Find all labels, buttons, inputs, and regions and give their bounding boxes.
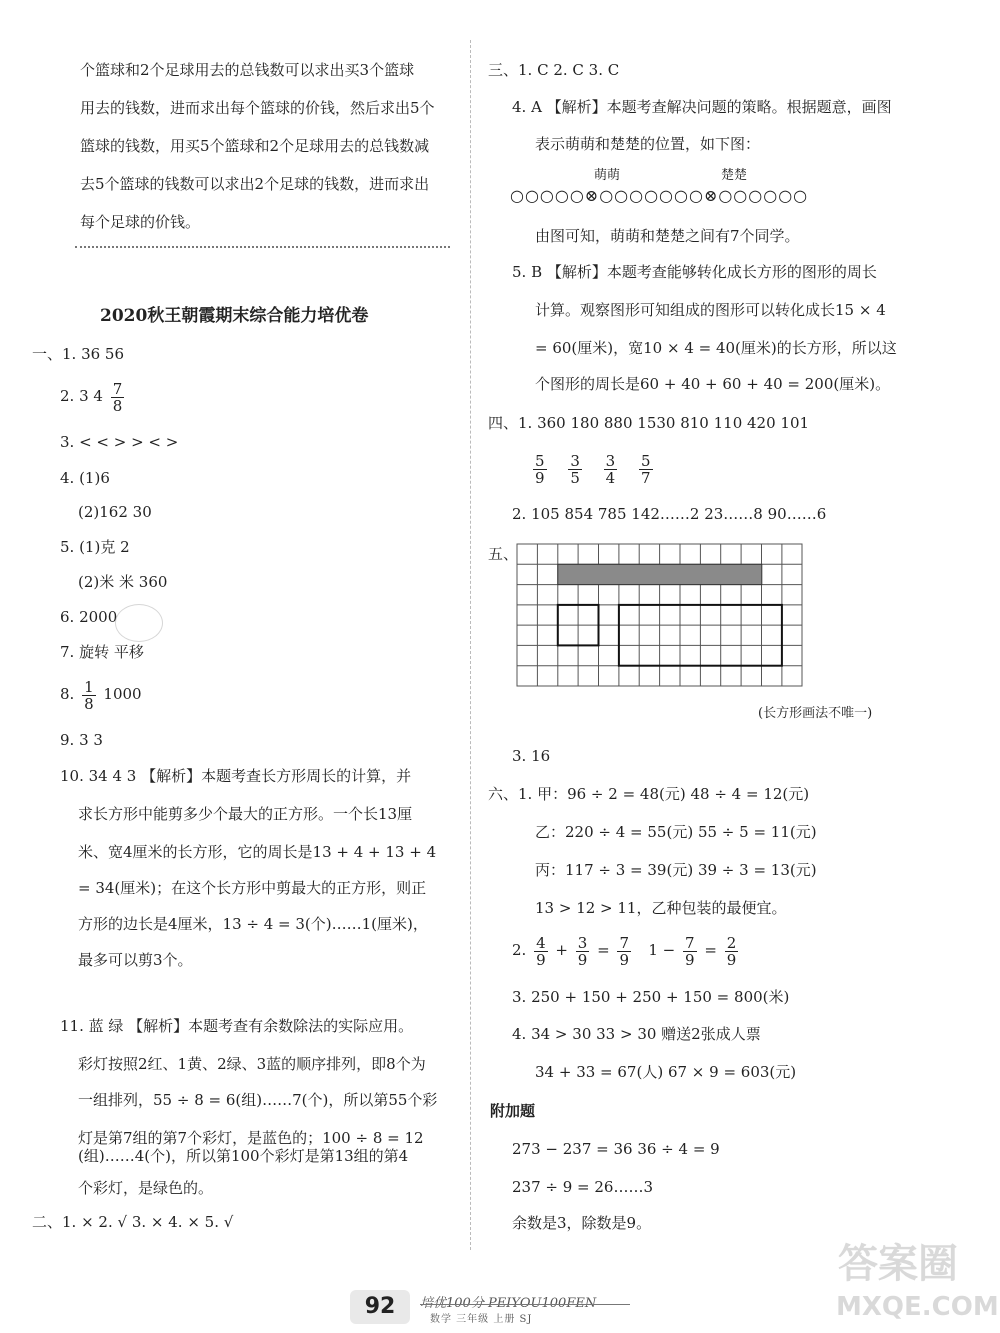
answer-3-4-l1: 4. A 【解析】本题考查解决问题的策略。根据题意，画图 [512, 98, 892, 116]
extra-title: 附加题 [490, 1102, 536, 1120]
answer-3-5-l1: 5. B 【解析】本题考查能够转化成长方形的图形的周长 [512, 263, 877, 281]
answer-1-11-l4: 灯是第7组的第7个彩灯，是蓝色的；100 ÷ 8 = 12 [78, 1129, 424, 1147]
fraction: $\frac{3}{9}$ [577, 933, 588, 969]
answer-1-10-l5: 方形的边长是4厘米，13 ÷ 4 = 3(个)……1(厘米)， [78, 915, 428, 933]
answer-1-11-l2: 彩灯按照2红、1黄、2绿、3蓝的顺序排列，即8个为 [78, 1055, 426, 1073]
dotted-divider [75, 246, 450, 248]
answer-1-2: 2. 3 4 $\frac{7}{8}$ [60, 379, 123, 415]
answer-4-1: 四、1. 360 180 880 1530 810 110 420 101 [488, 414, 810, 432]
footer-subtitle: 数学 三年级 上册 SJ [430, 1314, 533, 1325]
answer-2: 二、1. × 2. √ 3. × 4. × 5. √ [32, 1213, 234, 1231]
answer-1-11-l6: 个彩灯，是绿色的。 [78, 1179, 214, 1197]
fraction: $\frac{7}{9}$ [685, 933, 695, 969]
intro-line-1: 个篮球和2个足球用去的总钱数可以求出买3个篮球 [80, 61, 415, 79]
answer-5-3: 3. 16 [512, 747, 551, 765]
answer-4-1-fractions [530, 448, 656, 488]
answer-1-10-l6: 最多可以剪3个。 [78, 951, 193, 969]
answer-3-5-l4: 个图形的周长是60 + 40 + 60 + 40 = 200(厘米)。 [535, 375, 891, 393]
fraction: $\frac{7}{8}$ [112, 379, 123, 415]
grid-figure [516, 543, 806, 695]
answer-1-10-l4: = 34(厘米)；在这个长方形中剪最大的正方形，则正 [78, 879, 427, 897]
answer-1-1: 一、1. 36 56 [32, 345, 125, 363]
answer-5-label: 五、 [488, 545, 519, 563]
answer-1-11-l3: 一组排列，55 ÷ 8 = 6(组)……7(个)，所以第55个彩 [78, 1091, 438, 1109]
answer-1-7: 7. 旋转 平移 [60, 643, 144, 661]
fraction: $\frac{3}{4}$ [605, 451, 616, 487]
answer-1-10-l1: 10. 34 4 3 【解析】本题考查长方形周长的计算，并 [60, 767, 412, 785]
answer-6-4b: 34 + 33 = 67(人) 67 × 9 = 603(元) [535, 1063, 797, 1081]
fraction: $\frac{1}{8}$ [84, 677, 94, 713]
intro-line-3: 篮球的钱数，用买5个篮球和2个足球用去的总钱数减 [80, 137, 430, 155]
watermark-logo: 答案圈 MXQE.COM [836, 1241, 999, 1322]
answer-1-3: 3. < < > > < > [60, 433, 179, 451]
answer-6-1-l3: 丙：117 ÷ 3 = 39(元) 39 ÷ 3 = 13(元) [535, 861, 817, 879]
answer-6-1-l1: 六、1. 甲：96 ÷ 2 = 48(元) 48 ÷ 4 = 12(元) [488, 785, 810, 803]
answer-3-5-l2: 计算。观察图形可知组成的图形可以转化成长15 × 4 [535, 301, 886, 319]
answer-1-4b: (2)162 30 [78, 503, 152, 521]
fraction: $\frac{5}{7}$ [640, 451, 651, 487]
answer-6-1-l4: 13 > 12 > 11，乙种包装的最便宜。 [535, 899, 787, 917]
answer-6-2: 2. $\frac{4}{9}$ + $\frac{3}{9}$ = $\frac{7}{9}$ 1 − $\frac{7}{9}$ = $\frac{2}{9}$ [512, 933, 737, 969]
column-separator [470, 40, 471, 1250]
label-chuchu: 楚楚 [721, 168, 748, 183]
shaded-strip [558, 564, 762, 584]
answer-1-10-l3: 米、宽4厘米的长方形，它的周长是13 + 4 + 13 + 4 [78, 843, 437, 861]
answer-3-5-l3: = 60(厘米)，宽10 × 4 = 40(厘米)的长方形，所以这 [535, 339, 897, 357]
answer-4-2: 2. 105 854 785 142……2 23……8 90……6 [512, 505, 827, 523]
intro-line-5: 每个足球的价钱。 [80, 213, 201, 231]
answer-6-3: 3. 250 + 150 + 250 + 150 = 800(米) [512, 988, 790, 1006]
answer-1-9: 9. 3 3 [60, 731, 103, 749]
label-mengmeng: 萌萌 [594, 168, 621, 183]
answer-1-6: 6. 2000 [60, 608, 118, 626]
extra-line-2: 237 ÷ 9 = 26……3 [512, 1178, 654, 1196]
grid-svg [516, 543, 806, 691]
answer-1-11-l1: 11. 蓝 绿 【解析】本题考查有余数除法的实际应用。 [60, 1017, 414, 1035]
fraction: $\frac{7}{9}$ [619, 933, 630, 969]
section-title: 2020秋王朝霞期末综合能力培优卷 [100, 306, 369, 326]
answer-1-5a: 5. (1)克 2 [60, 538, 130, 556]
intro-line-4: 去5个篮球的钱数可以求出2个足球的钱数，进而求出 [80, 175, 430, 193]
brand-name: 培优100分 PEIYOU100FEN [420, 1296, 597, 1311]
extra-line-3: 余数是3，除数是9。 [512, 1214, 652, 1232]
answer-5-note: (长方形画法不唯一) [758, 706, 873, 721]
answer-1-10-l2: 求长方形中能剪多少个最大的正方形。一个长13厘 [78, 805, 413, 823]
answer-1-4a: 4. (1)6 [60, 469, 110, 487]
answer-1-11-l5: (组)……4(个)，所以第100个彩灯是第13组的第4 [78, 1147, 409, 1165]
answer-6-4a: 4. 34 > 30 33 > 30 赠送2张成人票 [512, 1025, 761, 1043]
answer-1-8: 8. $\frac{1}{8}$ 1000 [60, 677, 142, 713]
intro-line-2: 用去的钱数，进而求出每个篮球的价钱，然后求出5个 [80, 99, 435, 117]
stamp-icon [115, 604, 163, 642]
answer-1-5b: (2)米 米 360 [78, 573, 168, 591]
footer-rule [420, 1304, 630, 1305]
students-circles-row: ○○○○○⊗○○○○○○○⊗○○○○○○ [510, 186, 809, 205]
answer-3-4-l2: 表示萌萌和楚楚的位置，如下图： [535, 135, 761, 153]
page-number: 92 [350, 1290, 410, 1324]
answer-6-1-l2: 乙：220 ÷ 4 = 55(元) 55 ÷ 5 = 11(元) [535, 823, 817, 841]
fraction: $\frac{3}{5}$ [570, 451, 580, 487]
page-footer [330, 1290, 750, 1326]
extra-line-1: 273 − 237 = 36 36 ÷ 4 = 9 [512, 1140, 720, 1158]
fraction: $\frac{2}{9}$ [726, 933, 737, 969]
fraction: $\frac{5}{9}$ [535, 451, 545, 487]
fraction: $\frac{4}{9}$ [536, 933, 546, 969]
answer-3-1: 三、1. C 2. C 3. C [488, 61, 620, 79]
answer-3-4-conclusion: 由图可知，萌萌和楚楚之间有7个同学。 [535, 227, 800, 245]
